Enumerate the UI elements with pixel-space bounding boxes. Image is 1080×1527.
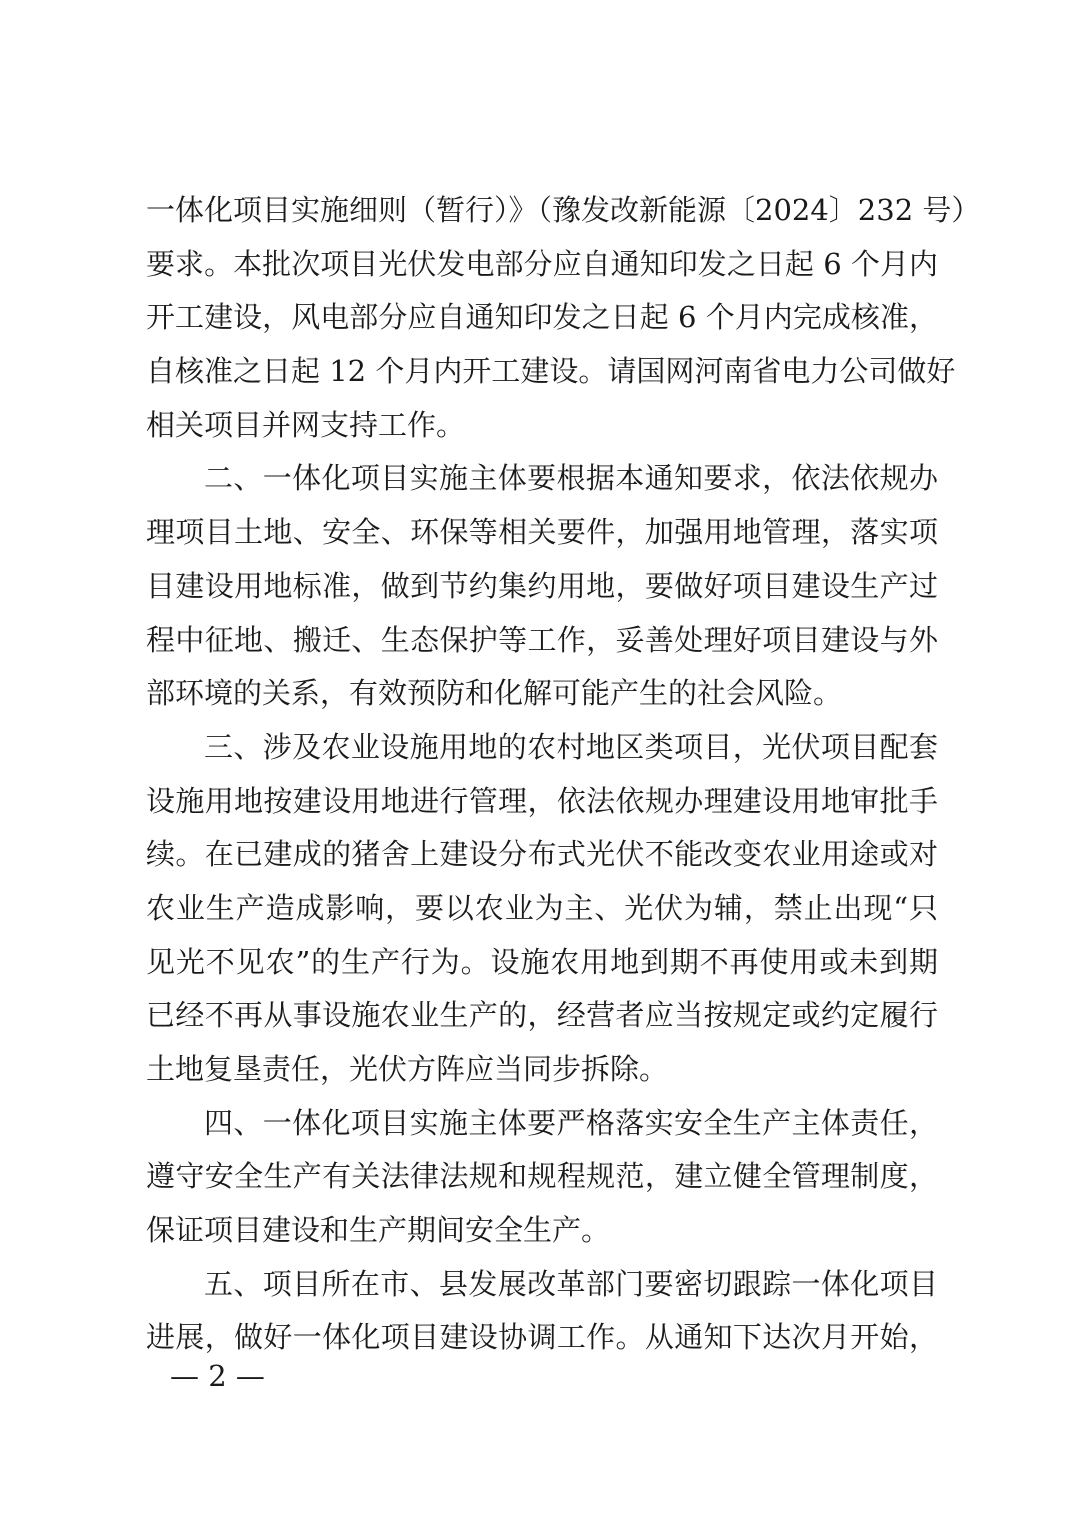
- paragraph-heading-line: 五、项目所在市、县发展改革部门要密切跟踪一体化项目: [204, 1266, 938, 1301]
- text-line: 进展，做好一体化项目建设协调工作。从通知下达次月开始，: [146, 1320, 938, 1355]
- text-line: 农业生产造成影响，要以农业为主、光伏为辅，禁止出现“只: [146, 890, 938, 925]
- page-number: — 2 —: [170, 1359, 265, 1393]
- paragraph-heading-line: 四、一体化项目实施主体要严格落实安全生产主体责任，: [204, 1105, 938, 1140]
- text-line: 部环境的关系，有效预防和化解可能产生的社会风险。: [146, 676, 843, 711]
- text-line: 设施用地按建设用地进行管理，依法依规办理建设用地审批手: [146, 783, 938, 818]
- text-line: 目建设用地标准，做到节约集约用地，要做好项目建设生产过: [146, 568, 938, 603]
- text-line: 见光不见农”的生产行为。设施农用地到期不再使用或未到期: [146, 944, 938, 979]
- paragraph-heading-line: 三、涉及农业设施用地的农村地区类项目，光伏项目配套: [204, 729, 938, 764]
- text-line: 开工建设，风电部分应自通知印发之日起 6 个月内完成核准，: [146, 300, 938, 335]
- text-line: 自核准之日起 12 个月内开工建设。请国网河南省电力公司做好: [146, 354, 956, 389]
- text-line: 保证项目建设和生产期间安全生产。: [146, 1213, 611, 1248]
- text-line: 续。在已建成的猪舍上建设分布式光伏不能改变农业用途或对: [146, 837, 938, 872]
- text-line: 理项目土地、安全、环保等相关要件，加强用地管理，落实项: [146, 515, 938, 550]
- document-body: [146, 184, 981, 1365]
- text-line: 遵守安全生产有关法律法规和规程规范，建立健全管理制度，: [146, 1159, 938, 1194]
- text-line: 一体化项目实施细则（暂行）》（豫发改新能源〔2024〕232 号）: [146, 193, 981, 227]
- text-line: 已经不再从事设施农业生产的，经营者应当按规定或约定履行: [146, 998, 938, 1033]
- text-line: 相关项目并网支持工作。: [146, 407, 466, 442]
- text-line: 程中征地、搬迁、生态保护等工作，妥善处理好项目建设与外: [146, 622, 938, 657]
- text-line: 土地复垦责任，光伏方阵应当同步拆除。: [146, 1052, 669, 1086]
- paragraph-heading-line: 二、一体化项目实施主体要根据本通知要求，依法依规办: [204, 461, 938, 496]
- text-line: 要求。本批次项目光伏发电部分应自通知印发之日起 6 个月内: [146, 246, 938, 281]
